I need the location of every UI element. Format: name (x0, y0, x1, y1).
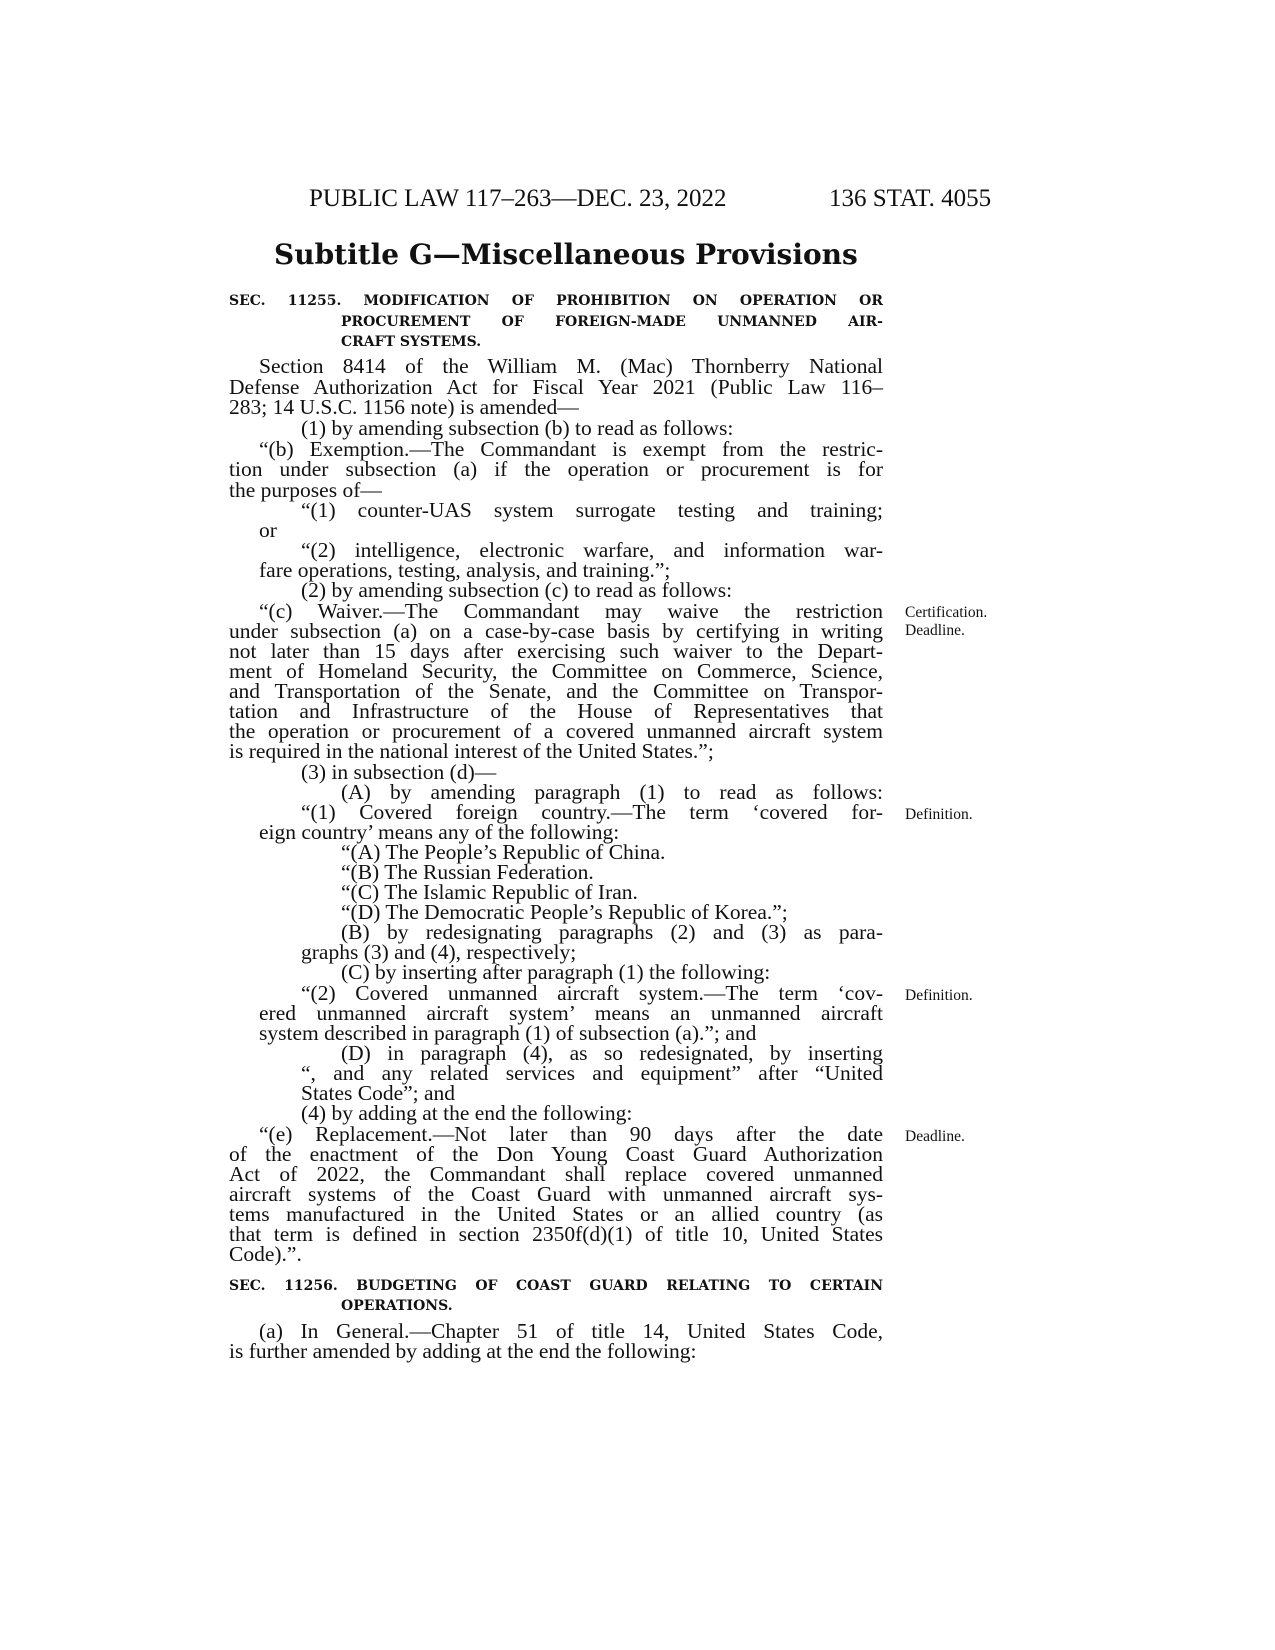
margin-note-definition: Definition. (905, 806, 973, 823)
body-line: States Code”; and (301, 1081, 456, 1105)
body-line: is further amended by adding at the end the following: (229, 1339, 697, 1363)
body-line: “(A) The People’s Republic of China. (341, 840, 666, 864)
section-11256-heading-line2: OPERATIONS. (341, 1298, 453, 1314)
body-line: the operation or procurement of a covered unmanned aircraft system (229, 719, 883, 743)
body-line: “(C) The Islamic Republic of Iran. (341, 880, 638, 904)
section-11255-heading-line3: CRAFT SYSTEMS. (341, 334, 482, 350)
body-line: and Transportation of the Senate, and the Committee on Transpor- (229, 679, 883, 703)
body-line: eign country’ means any of the following: (259, 820, 620, 844)
body-line: graphs (3) and (4), respectively; (301, 940, 577, 964)
body-line: ment of Homeland Security, the Committee on Commerce, Science, (229, 659, 883, 683)
subtitle-heading: Subtitle G—Miscellaneous Provisions (274, 238, 858, 271)
body-line: ered unmanned aircraft system’ means an unmanned aircraft (259, 1001, 883, 1025)
body-line: Code).”. (229, 1242, 302, 1266)
body-line: (a) In General.—Chapter 51 of title 14, United States Code, (259, 1319, 883, 1343)
body-line: “(B) The Russian Federation. (341, 860, 594, 884)
body-line: “(c) Waiver.—The Commandant may waive the restriction (259, 599, 883, 623)
body-line: 283; 14 U.S.C. 1156 note) is amended— (229, 395, 579, 419)
body-line: (D) in paragraph (4), as so redesignated, by inserting (341, 1041, 883, 1065)
body-line: (3) in subsection (d)— (301, 760, 497, 784)
body-line: (1) by amending subsection (b) to read as follows: (301, 416, 734, 440)
body-line: Defense Authorization Act for Fiscal Year 2021 (Public Law 116– (229, 375, 883, 399)
margin-note-certification: Certification. (905, 604, 988, 621)
body-line: (2) by amending subsection (c) to read as follows: (301, 578, 733, 602)
body-line: that term is defined in section 2350f(d)(1) of title 10, United States (229, 1222, 883, 1246)
body-line: of the enactment of the Don Young Coast Guard Authorization (229, 1142, 883, 1166)
body-line: or (259, 518, 277, 542)
body-line: the purposes of— (229, 478, 382, 502)
body-line: (4) by adding at the end the following: (301, 1101, 633, 1125)
section-11255-heading-line2: PROCUREMENT OF FOREIGN-MADE UNMANNED AIR- (341, 314, 883, 330)
body-line: fare operations, testing, analysis, and training.”; (259, 558, 671, 582)
body-line: is required in the national interest of the United States.”; (229, 739, 714, 763)
body-line: not later than 15 days after exercising such waiver to the Depart- (229, 639, 883, 663)
body-line: tems manufactured in the United States or an allied country (as (229, 1202, 883, 1226)
body-line: aircraft systems of the Coast Guard with unmanned aircraft sys- (229, 1182, 883, 1206)
page-number-stat: 136 STAT. 4055 (829, 185, 992, 212)
margin-note-definition: Definition. (905, 987, 973, 1004)
body-line: tation and Infrastructure of the House of Representatives that (229, 699, 883, 723)
margin-note-deadline: Deadline. (905, 622, 965, 639)
body-line: Section 8414 of the William M. (Mac) Thornberry National (259, 354, 883, 378)
body-line: system described in paragraph (1) of subsection (a).”; and (259, 1021, 757, 1045)
running-header-law: PUBLIC LAW 117–263—DEC. 23, 2022 (309, 185, 727, 212)
body-line: “(e) Replacement.—Not later than 90 days after the date (259, 1122, 883, 1146)
body-line: “(2) Covered unmanned aircraft system.—The term ‘cov- (301, 981, 883, 1005)
body-line: “, and any related services and equipment” after “United (301, 1061, 883, 1085)
body-line: “(1) counter-UAS system surrogate testing and training; (301, 498, 883, 522)
section-11255-heading-line1: SEC. 11255. MODIFICATION OF PROHIBITION ON OPERATION OR (229, 293, 883, 309)
section-11256-heading-line1: SEC. 11256. BUDGETING OF COAST GUARD RELATING TO CERTAIN (229, 1278, 883, 1294)
body-line: under subsection (a) on a case-by-case basis by certifying in writing (229, 619, 883, 643)
body-line: (C) by inserting after paragraph (1) the following: (341, 960, 771, 984)
body-line: “(b) Exemption.—The Commandant is exempt from the restric- (259, 437, 883, 461)
body-line: (A) by amending paragraph (1) to read as follows: (341, 780, 883, 804)
body-line: “(D) The Democratic People’s Republic of Korea.”; (341, 900, 788, 924)
body-line: “(1) Covered foreign country.—The term ‘covered for- (301, 800, 883, 824)
body-line: Act of 2022, the Commandant shall replace covered unmanned (229, 1162, 883, 1186)
body-line: (B) by redesignating paragraphs (2) and (3) as para- (341, 920, 883, 944)
body-line: tion under subsection (a) if the operation or procurement is for (229, 457, 883, 481)
margin-note-deadline: Deadline. (905, 1128, 965, 1145)
body-line: “(2) intelligence, electronic warfare, and information war- (301, 538, 883, 562)
